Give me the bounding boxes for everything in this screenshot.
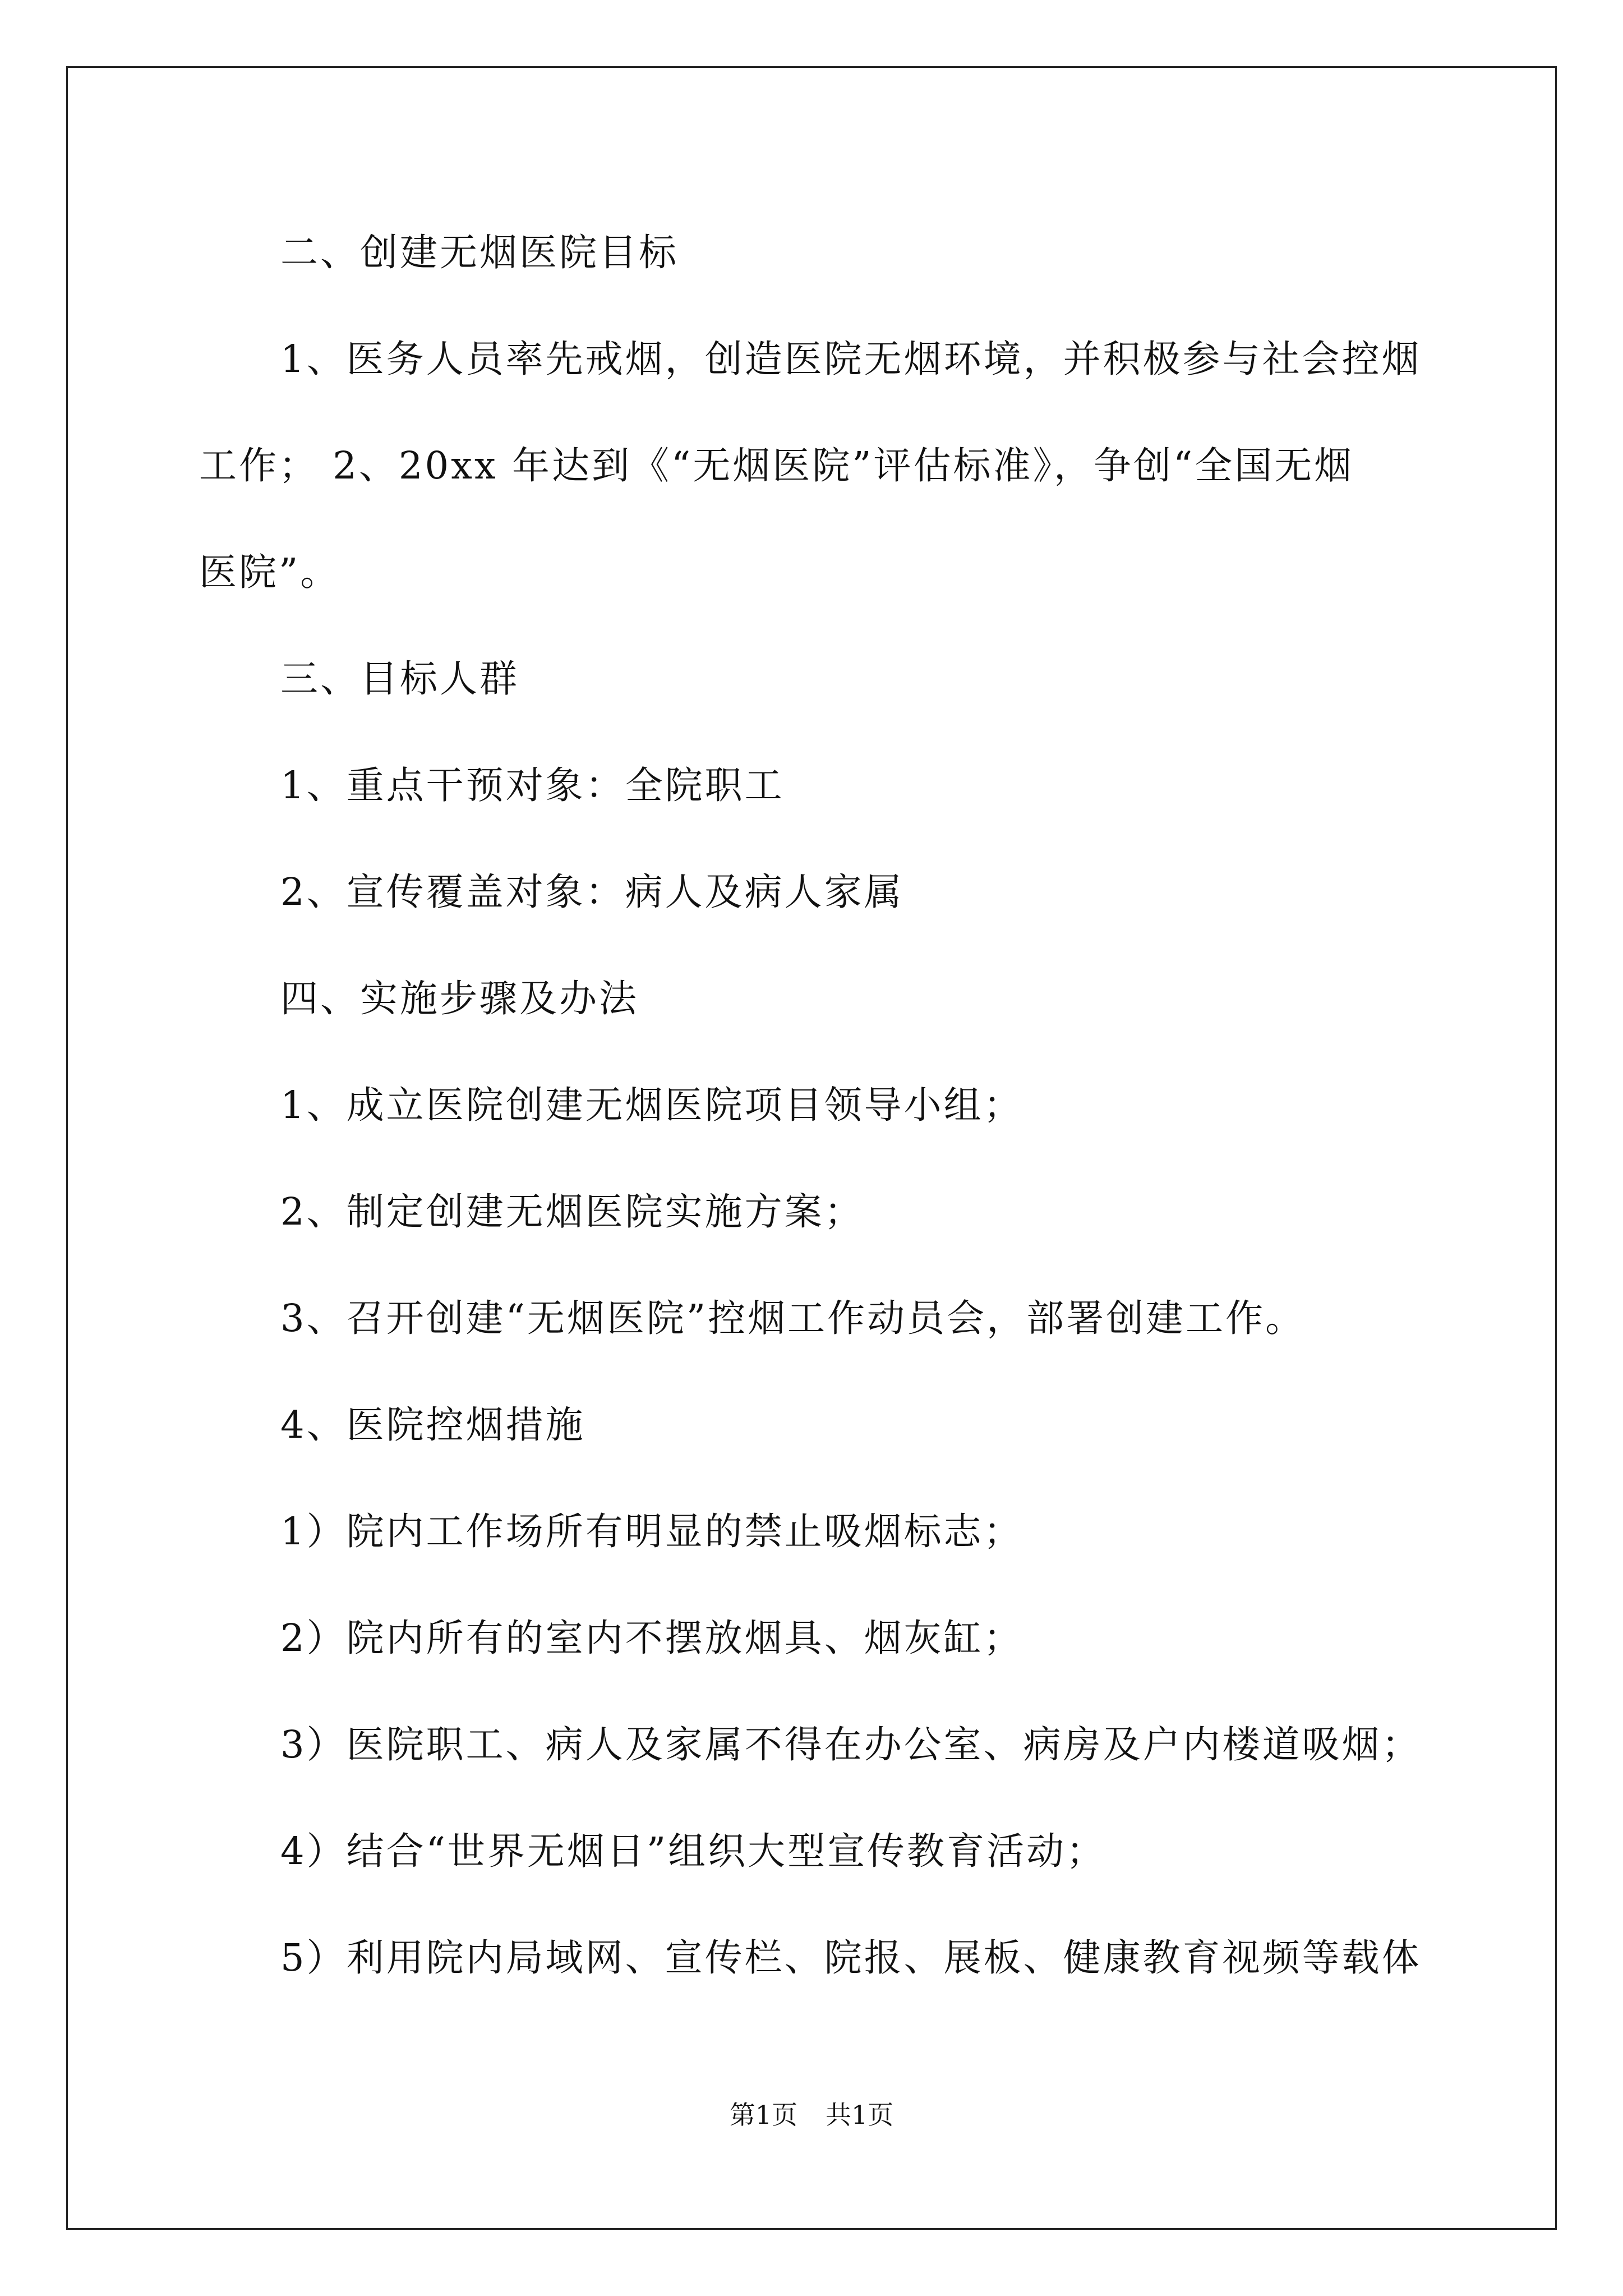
page-number: 第1页	[729, 2100, 797, 2130]
paragraph-line: 1）院内工作场所有明显的禁止吸烟标志；	[280, 1510, 1023, 1553]
paragraph-line: 医院”。	[199, 550, 340, 594]
paragraph-line: 2、制定创建无烟医院实施方案；	[280, 1190, 864, 1234]
paragraph-line: 4、医院控烟措施	[280, 1403, 585, 1447]
paragraph-line: 2）院内所有的室内不摆放烟具、烟灰缸；	[280, 1616, 1023, 1660]
page-border	[66, 66, 1557, 2230]
paragraph-line: 4）结合“世界无烟日”组织大型宣传教育活动；	[280, 1829, 1106, 1873]
paragraph-line: 2、宣传覆盖对象：病人及病人家属	[280, 870, 904, 914]
paragraph-line: 3）医院职工、病人及家属不得在办公室、病房及户内楼道吸烟；	[280, 1723, 1422, 1766]
paragraph-line: 1、重点干预对象：全院职工	[280, 763, 785, 807]
section-heading-steps: 四、实施步骤及办法	[280, 977, 639, 1020]
total-pages: 共1页	[826, 2100, 894, 2130]
paragraph-line: 1、医务人员率先戒烟，创造医院无烟环境，并积极参与社会控烟	[280, 337, 1422, 381]
paragraph-line: 1、成立医院创建无烟医院项目领导小组；	[280, 1083, 1023, 1127]
page-footer	[0, 2099, 1623, 2131]
paragraph-line: 3、召开创建“无烟医院”控烟工作动员会，部署创建工作。	[280, 1296, 1306, 1340]
section-heading-target-group: 三、目标人群	[280, 657, 519, 701]
paragraph-line: 5）利用院内局域网、宣传栏、院报、展板、健康教育视频等载体	[280, 1936, 1422, 1980]
section-heading-goals: 二、创建无烟医院目标	[280, 231, 679, 274]
paragraph-line: 工作； 2、20xx 年达到《“无烟医院”评估标准》，争创“全国无烟	[199, 444, 1354, 487]
